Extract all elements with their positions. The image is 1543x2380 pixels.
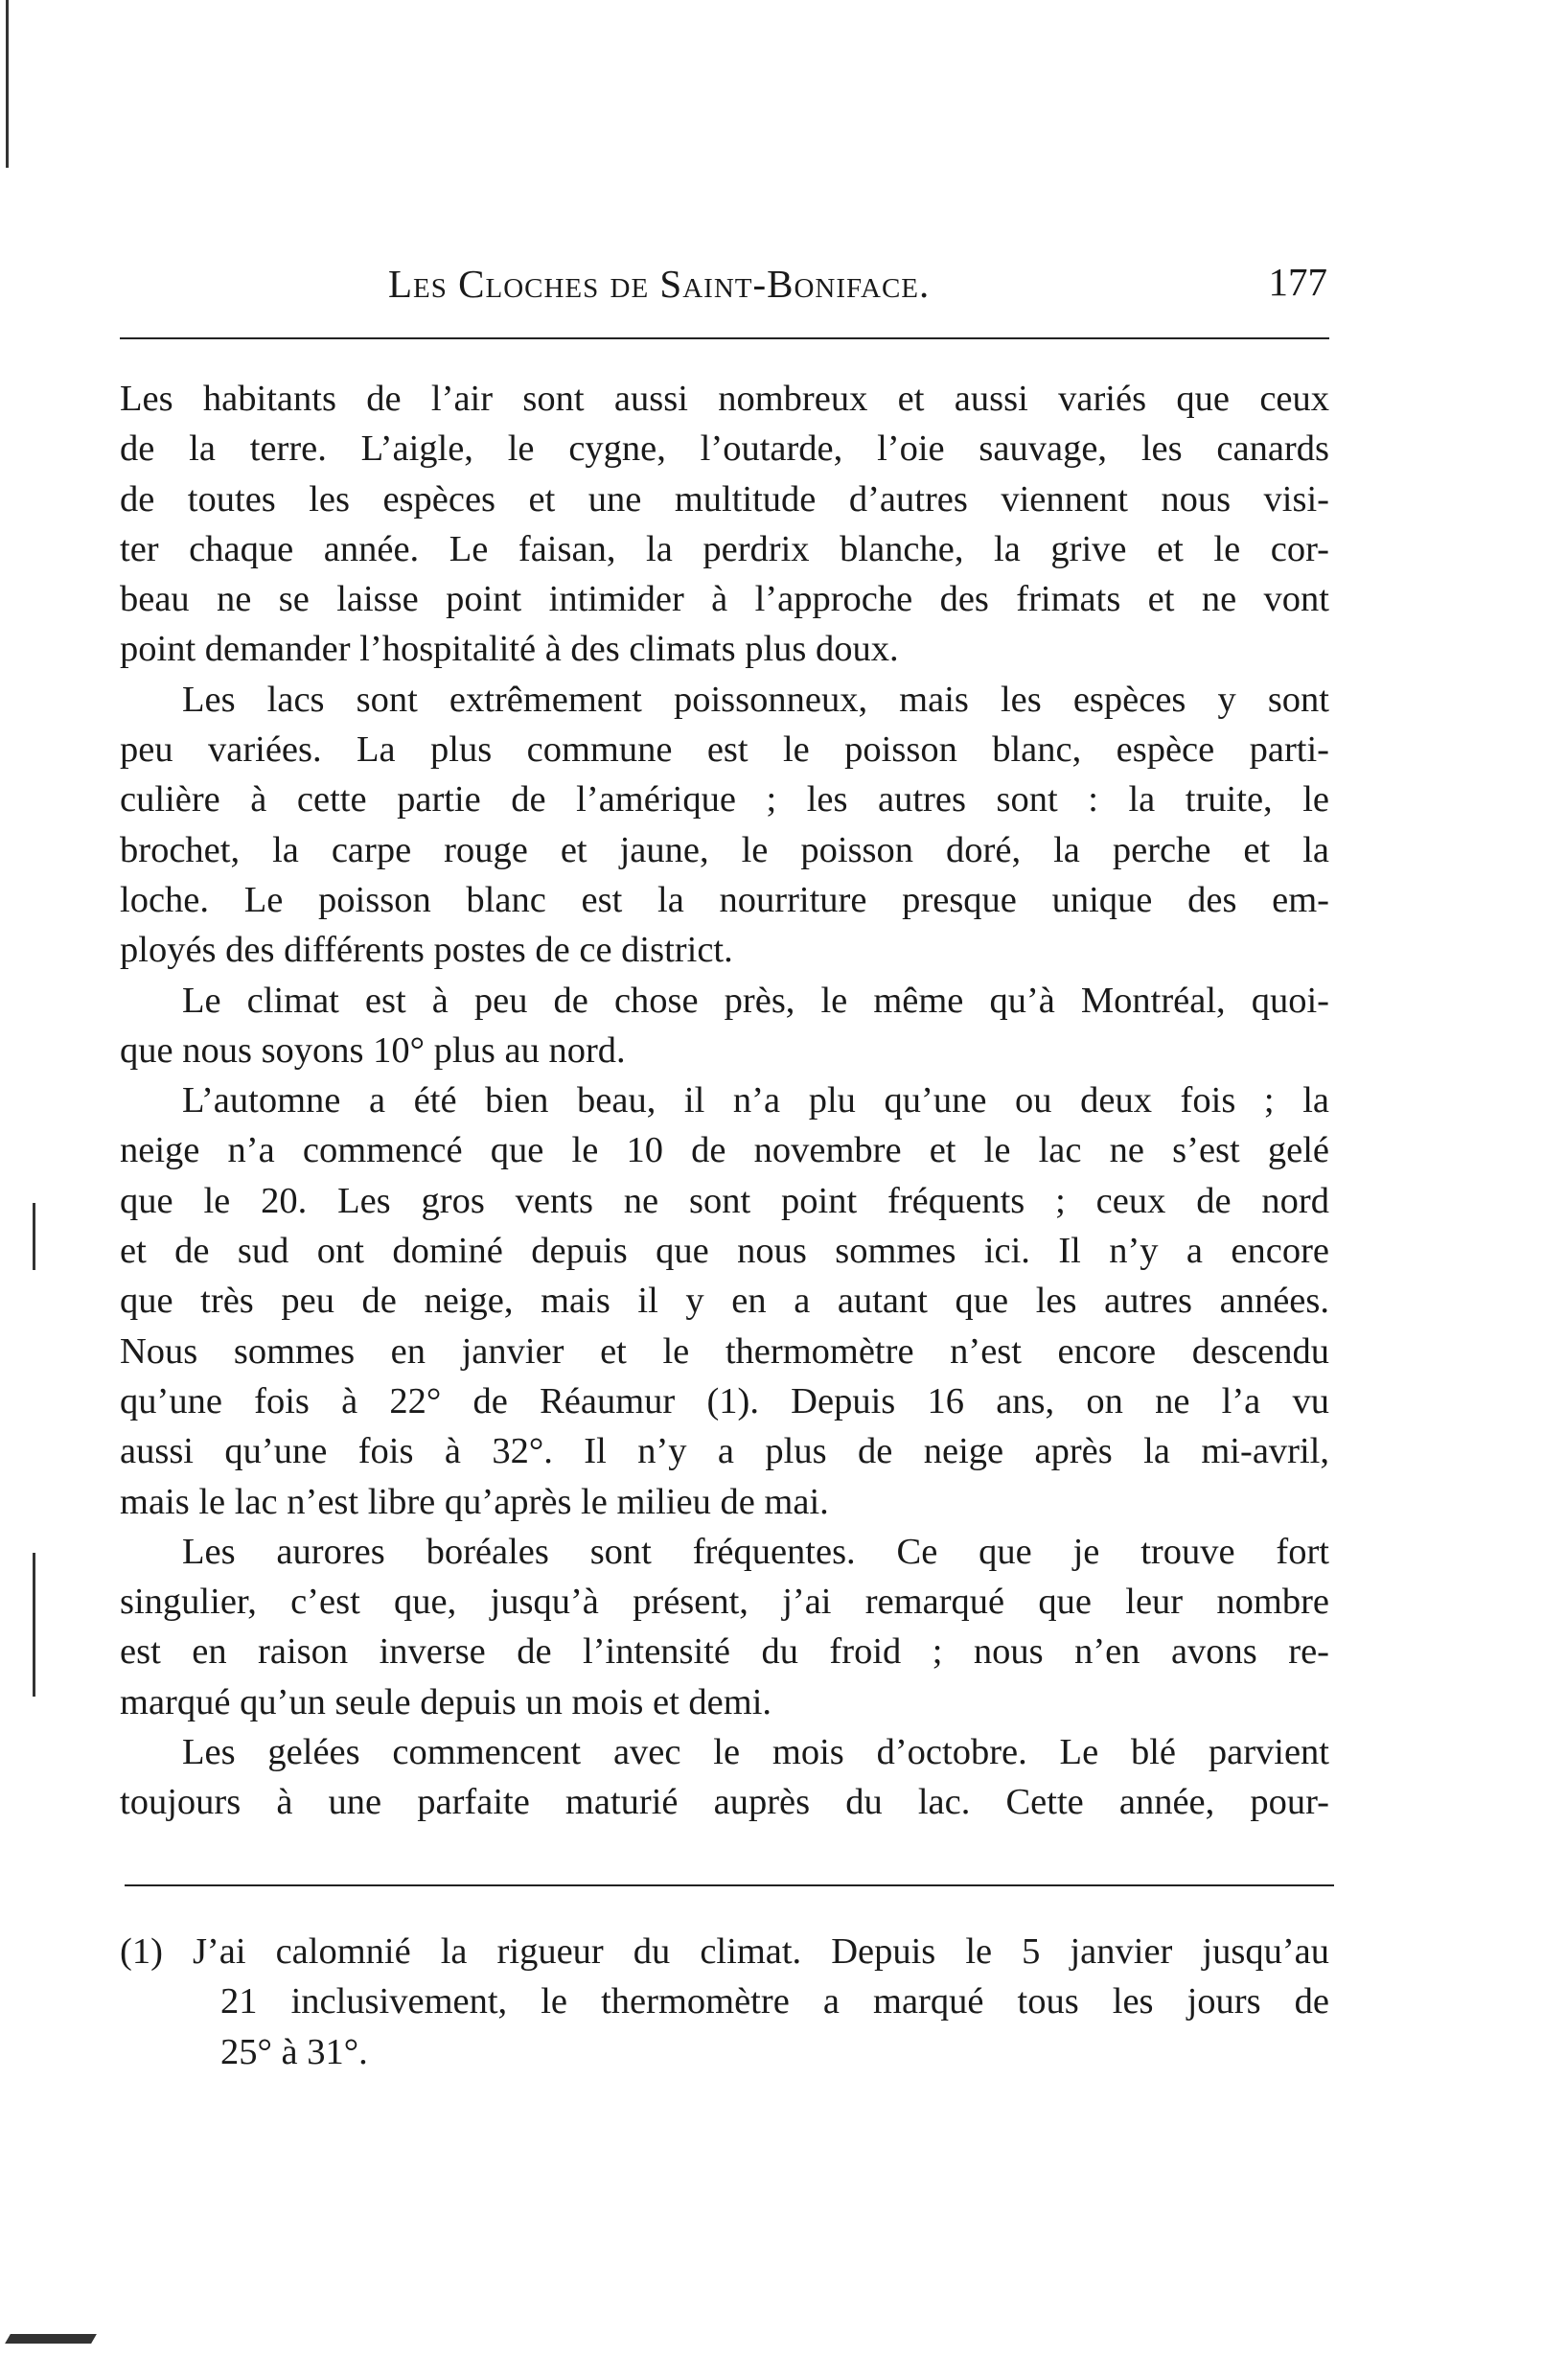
page-number: 177 (1268, 260, 1327, 304)
text-line: ter chaque année. Le faisan, la perdrix blanche, la grive et le cor- (120, 528, 1329, 569)
text-line: point demander l’hospitalité à des climats plus doux. (120, 629, 899, 670)
text-line: brochet, la carpe rouge et jaune, le poisson doré, la perche et la (120, 829, 1329, 870)
text-line: toujours à une parfaite maturié auprès du lac. Cette année, pour- (120, 1782, 1329, 1823)
text-line: marqué qu’un seule depuis un mois et demi. (120, 1681, 772, 1722)
text-line: de la terre. L’aigle, le cygne, l’outarde, l’oie sauvage, les canards (120, 428, 1329, 470)
text-line: est en raison inverse de l’intensité du froid ; nous n’en avons re- (120, 1631, 1329, 1673)
scan-edge-mark (5, 2334, 97, 2344)
text-line: et de sud ont dominé depuis que nous sommes ici. Il n’y a encore (120, 1231, 1329, 1272)
text-line: peu variées. La plus commune est le poisson blanc, espèce parti- (120, 729, 1329, 771)
text-line: Les habitants de l’air sont aussi nombreux et aussi variés que ceux (120, 379, 1329, 419)
text-line: culière à cette partie de l’amérique ; les autres sont : la truite, le (120, 779, 1329, 820)
text-line: Le climat est à peu de chose près, le même qu’à Montréal, quoi- (182, 980, 1329, 1021)
scan-edge-mark (33, 1203, 35, 1270)
scan-edge-mark (33, 1553, 35, 1697)
footnote (120, 1927, 1329, 2077)
footnote-line: 21 inclusivement, le thermomètre a marqué tous les jours de (220, 1981, 1329, 2022)
footnote-rule (125, 1884, 1334, 1886)
text-line: Les aurores boréales sont fréquentes. Ce que je trouve fort (182, 1531, 1329, 1572)
text-line: que nous soyons 10° plus au nord. (120, 1029, 626, 1071)
header-rule (120, 337, 1329, 339)
text-line: Nous sommes en janvier et le thermomètre n’est encore descendu (120, 1330, 1329, 1372)
text-line: que le 20. Les gros vents ne sont point fréquents ; ceux de nord (120, 1180, 1329, 1221)
text-line: mais le lac n’est libre qu’après le milieu de mai. (120, 1481, 829, 1522)
text-line: Les lacs sont extrêmement poissonneux, mais les espèces y sont (182, 679, 1329, 720)
text-line: Les gelées commencent avec le mois d’octobre. Le blé parvient (182, 1732, 1329, 1773)
body-text (120, 374, 1329, 1828)
text-line: L’automne a été bien beau, il n’a plu qu’une ou deux fois ; la (182, 1080, 1329, 1121)
text-line: de toutes les espèces et une multitude d’autres viennent nous visi- (120, 478, 1329, 520)
text-line: neige n’a commencé que le 10 de novembre et le lac ne s’est gelé (120, 1130, 1329, 1171)
running-title: Les Cloches de Saint-Boniface. (388, 262, 931, 306)
text-line: beau ne se laisse point intimider à l’approche des frimats et ne vont (120, 579, 1329, 620)
text-line: singulier, c’est que, jusqu’à présent, j’ai remarqué que leur nombre (120, 1582, 1329, 1623)
footnote-line: 25° à 31°. (220, 2031, 368, 2072)
text-line: que très peu de neige, mais il y en a autant que les autres années. (120, 1281, 1329, 1322)
text-line: qu’une fois à 22° de Réaumur (1). Depuis 16 ans, on ne l’a vu (120, 1380, 1329, 1421)
page-header (120, 255, 1327, 312)
footnote-line: (1) J’ai calomnié la rigueur du climat. Depuis le 5 janvier jusqu’au (120, 1931, 1329, 1972)
text-line: aussi qu’une fois à 32°. Il n’y a plus de neige après la mi-avril, (120, 1431, 1329, 1472)
text-line: ployés des différents postes de ce district. (120, 930, 733, 971)
scan-edge-mark (6, 0, 9, 168)
text-line: loche. Le poisson blanc est la nourriture presque unique des em- (120, 879, 1329, 920)
